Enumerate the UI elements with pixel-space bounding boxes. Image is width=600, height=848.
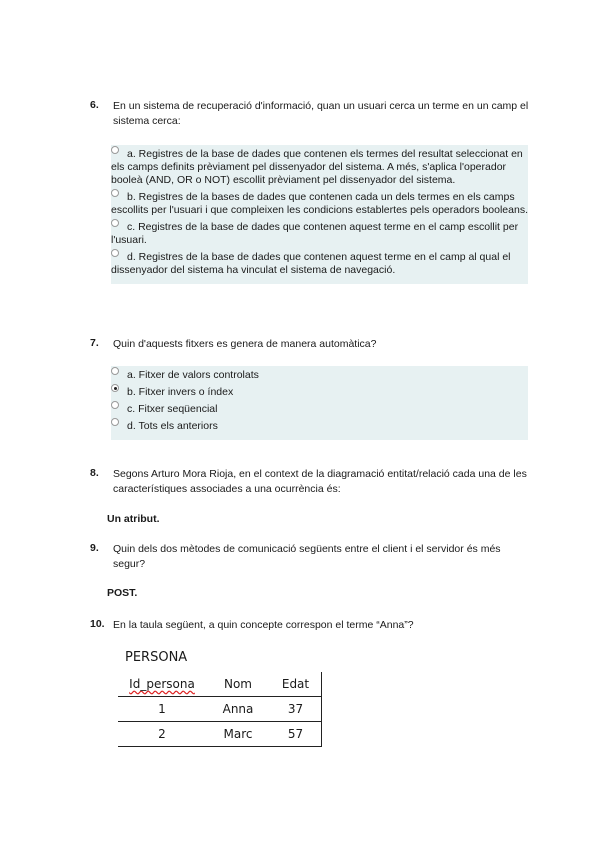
table-cell: 37 (270, 697, 322, 722)
radio-icon[interactable] (111, 367, 119, 375)
radio-icon[interactable] (111, 146, 119, 154)
header-id-persona: Id_persona (118, 672, 206, 697)
option-label: a. Registres de la base de dades que contenen els termes del resultat seleccionat en els camps definits prèviament pel dissenyador del sistema. A més, s'aplica l'operador booleà (AND, OR o NOT) escollit prèviament pel dissenyador del sistema. (111, 148, 523, 186)
table-header-row (118, 672, 322, 697)
table-cell: Anna (206, 697, 270, 722)
radio-icon[interactable] (111, 401, 119, 409)
question-number: 10. (90, 618, 105, 630)
question-8 (90, 467, 530, 497)
radio-icon[interactable] (111, 249, 119, 257)
question-text: Segons Arturo Mora Rioja, en el context de la diagramació entitat/relació cada una de les característiques associades a una ocurrència és: (113, 468, 527, 495)
question-7 (90, 337, 530, 352)
persona-table (118, 672, 322, 747)
option-6b[interactable] (111, 190, 528, 220)
question-number: 7. (90, 337, 99, 349)
radio-icon[interactable] (111, 219, 119, 227)
option-6d[interactable] (111, 250, 528, 280)
option-label: b. Fitxer invers o índex (127, 386, 234, 398)
option-label: c. Fitxer seqüencial (127, 403, 218, 415)
table-cell: 1 (118, 697, 206, 722)
question-number: 9. (90, 542, 99, 554)
question-text: En un sistema de recuperació d'informació, quan un usuari cerca un terme en un camp el sistema cerca: (113, 100, 529, 127)
radio-icon[interactable] (111, 418, 119, 426)
header-nom: Nom (206, 672, 270, 697)
question-text: En la taula següent, a quin concepte correspon el terme “Anna”? (113, 619, 414, 631)
option-6a[interactable] (111, 147, 528, 190)
table-cell: 57 (270, 722, 322, 747)
option-7d[interactable] (111, 419, 528, 436)
option-7c[interactable] (111, 402, 528, 419)
table-row (118, 697, 322, 722)
question-9 (90, 542, 530, 572)
question-6 (90, 99, 530, 129)
option-label: a. Fitxer de valors controlats (127, 369, 259, 381)
answer-8: Un atribut. (107, 513, 160, 525)
table-cell: Marc (206, 722, 270, 747)
radio-icon[interactable] (111, 189, 119, 197)
options-question-6 (111, 145, 528, 284)
question-number: 8. (90, 467, 99, 479)
question-text: Quin dels dos mètodes de comunicació següents entre el client i el servidor és més segur? (113, 543, 501, 570)
question-10 (90, 618, 530, 633)
question-number: 6. (90, 99, 99, 111)
question-text: Quin d'aquests fitxers es genera de manera automàtica? (113, 338, 377, 350)
options-question-7 (111, 366, 528, 440)
table-row (118, 722, 322, 747)
option-7b[interactable] (111, 385, 528, 402)
option-label: d. Registres de la base de dades que contenen aquest terme en el camp al qual el dissenyador del sistema ha vinculat el sistema de navegació. (111, 251, 511, 276)
option-7a[interactable] (111, 368, 528, 385)
option-label: c. Registres de la base de dades que contenen aquest terme en el camp escollit per l'usuari. (111, 221, 519, 246)
option-label: d. Tots els anteriors (127, 420, 218, 432)
table-title: PERSONA (125, 650, 188, 665)
header-edat: Edat (270, 672, 322, 697)
option-label: b. Registres de la bases de dades que contenen cada un dels termes en els camps escollits per l'usuari i que compleixen les condicions establertes pels operadors booleans. (111, 191, 528, 216)
option-6c[interactable] (111, 220, 528, 250)
radio-selected-icon[interactable] (111, 384, 119, 392)
table-cell: 2 (118, 722, 206, 747)
answer-9: POST. (107, 587, 138, 599)
